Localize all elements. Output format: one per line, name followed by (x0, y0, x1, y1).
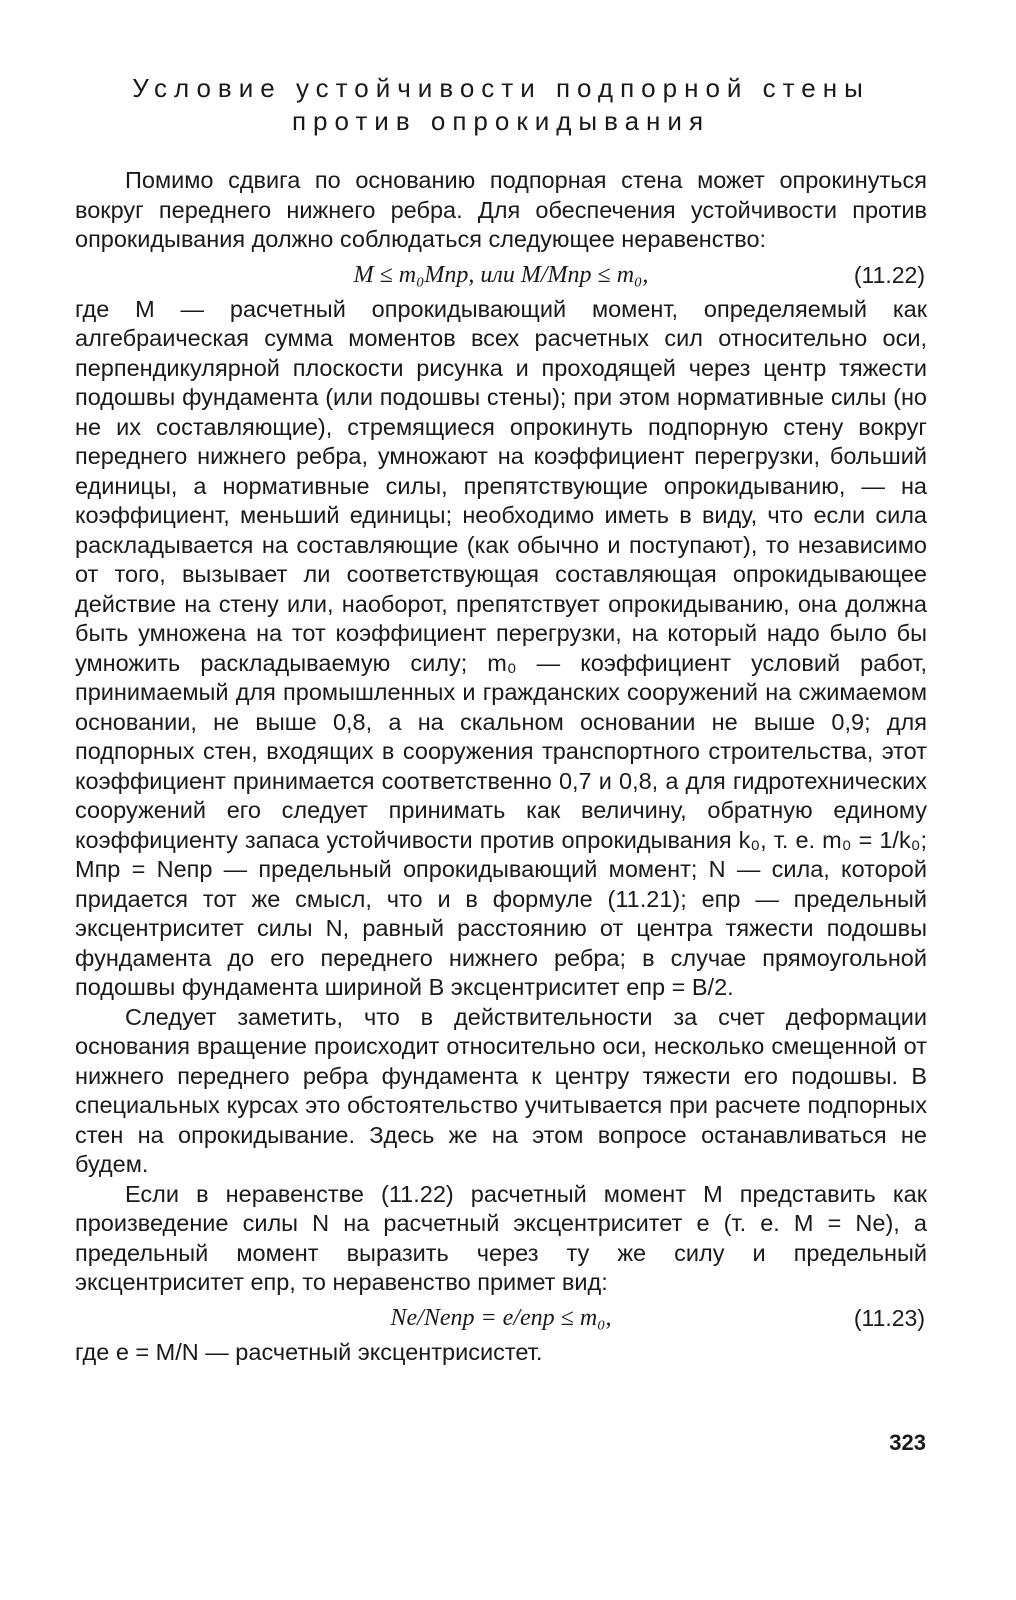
equation-11-22-number: (11.22) (853, 261, 925, 288)
paragraph-5: где e = M/N — расчетный эксцентрисистет. (75, 1338, 543, 1365)
equation-11-22-formula: M ≤ m₀Mпр, или M/Mпр ≤ m₀, (353, 261, 649, 288)
heading-line-2: против опрокидывания (291, 106, 711, 136)
equation-11-23 (75, 1298, 927, 1338)
section-heading (75, 72, 927, 138)
equation-11-23-formula: Ne/Neпр = e/eпр ≤ m₀, (390, 1304, 612, 1331)
page-number: 323 (889, 1430, 926, 1455)
equation-11-23-number: (11.23) (853, 1304, 925, 1331)
equation-11-22 (75, 255, 927, 295)
page-body (75, 72, 927, 1367)
paragraph-2: где M — расчетный опрокидывающий момент, определяемый как алгебраическая сумма моментов всех расчетных сил относительно оси, перпендикулярной плоскости рисунка и проходящей через центр тяжести подошвы фундамента (или подошвы стены); при этом нормативные силы (но не их составляющие), стремящиеся опрокинуть подпорную стену вокруг переднего нижнего ребра, умножают на коэффициент перегрузки, больший единицы, а нормативные силы, препятствующие опрокидыванию, — на коэффициент, меньший единицы; необходимо иметь в виду, что если сила раскладывается на составляющие (как обычно и поступают), то независимо от того, вызывает ли соответствующая составляющая опрокидывающее действие на стену или, наоборот, препятствует опрокидыванию, она должна быть умножена на тот коэффициент перегрузки, на который надо было бы умножить раскладываемую силу; m₀ — коэффициент условий работ, принимаемый для промышленных и гражданских сооружений на сжимаемом основании, не выше 0,8, а на скальном основании не выше 0,9; для подпорных стен, входящих в сооружения транспортного строительства, этот коэффициент принимается соответственно 0,7 и 0,8, а для гидротехнических сооружений его следует принимать как величину, обратную единому коэффициенту запаса устойчивости против опрокидывания k₀, т. е. m₀ = 1/k₀; Mпр = Neпр — предельный опрокидывающий момент; N — сила, которой придается тот же смысл, что и в формуле (11.21); eпр — предельный эксцентриситет силы N, равный расстоянию от центра тяжести подошвы фундамента до его переднего нижнего ребра; в случае прямоугольной подошвы фундамента шириной B эксцентриситет eпр = B/2. (75, 295, 927, 1000)
paragraph-3: Следует заметить, что в действительности за счет деформации основания вращение происходит относительно оси, несколько смещенной от нижнего переднего ребра фундамента к центру тяжести его подошвы. В специальных курсах это обстоятельство учитывается при расчете подпорных стен на опрокидывание. Здесь же на этом вопросе останавливаться не будем. (75, 1003, 927, 1177)
heading-line-1: Условие устойчивости подпорной стены (132, 73, 870, 103)
paragraph-4: Если в неравенстве (11.22) расчетный момент M представить как произведение силы N на расчетный эксцентриситет e (т. е. M = Ne), а предельный момент выразить через ту же силу и предельный эксцентриситет eпр, то неравенство примет вид: (75, 1180, 927, 1295)
paragraph-1: Помимо сдвига по основанию подпорная стена может опрокинуться вокруг переднего нижнего ребра. Для обеспечения устойчивости против опрокидывания должно соблюдаться следующее неравенство: (75, 167, 927, 252)
